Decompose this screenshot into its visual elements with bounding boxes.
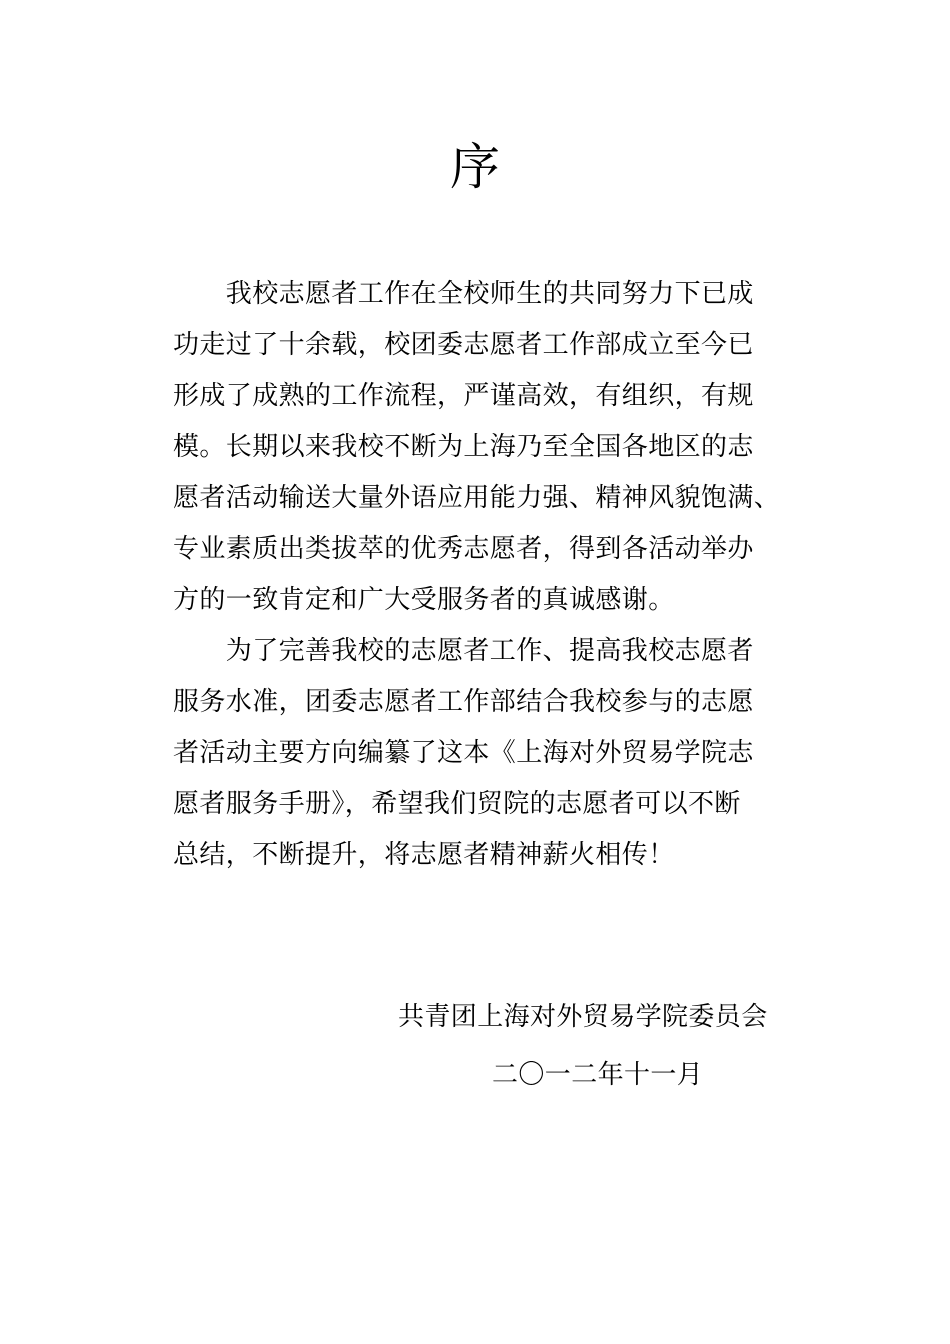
text-line: 形成了成熟的工作流程，严谨高效，有组织，有规 bbox=[173, 381, 754, 411]
text-line: 方的一致肯定和广大受服务者的真诚感谢。 bbox=[173, 585, 675, 615]
text-line: 功走过了十余载，校团委志愿者工作部成立至今已 bbox=[173, 330, 754, 360]
signature-date: 二〇一二年十一月 bbox=[492, 1060, 704, 1090]
text-line: 愿者活动输送大量外语应用能力强、精神风貌饱满、 bbox=[173, 483, 781, 513]
text-line: 专业素质出类拔萃的优秀志愿者，得到各活动举办 bbox=[173, 534, 754, 564]
preface-body bbox=[173, 269, 781, 881]
text-line: 者活动主要方向编纂了这本《上海对外贸易学院志 bbox=[173, 738, 754, 768]
page-title: 序 bbox=[450, 138, 500, 196]
signature-org: 共青团上海对外贸易学院委员会 bbox=[398, 1002, 768, 1032]
text-line: 为了完善我校的志愿者工作、提高我校志愿者 bbox=[173, 636, 754, 666]
text-line: 模。长期以来我校不断为上海乃至全国各地区的志 bbox=[173, 432, 754, 462]
text-line: 我校志愿者工作在全校师生的共同努力下已成 bbox=[173, 279, 754, 309]
text-line: 服务水准，团委志愿者工作部结合我校参与的志愿 bbox=[173, 687, 754, 717]
text-line: 愿者服务手册》，希望我们贸院的志愿者可以不断 bbox=[173, 789, 741, 819]
text-line: 总结，不断提升，将志愿者精神薪火相传！ bbox=[173, 840, 675, 870]
